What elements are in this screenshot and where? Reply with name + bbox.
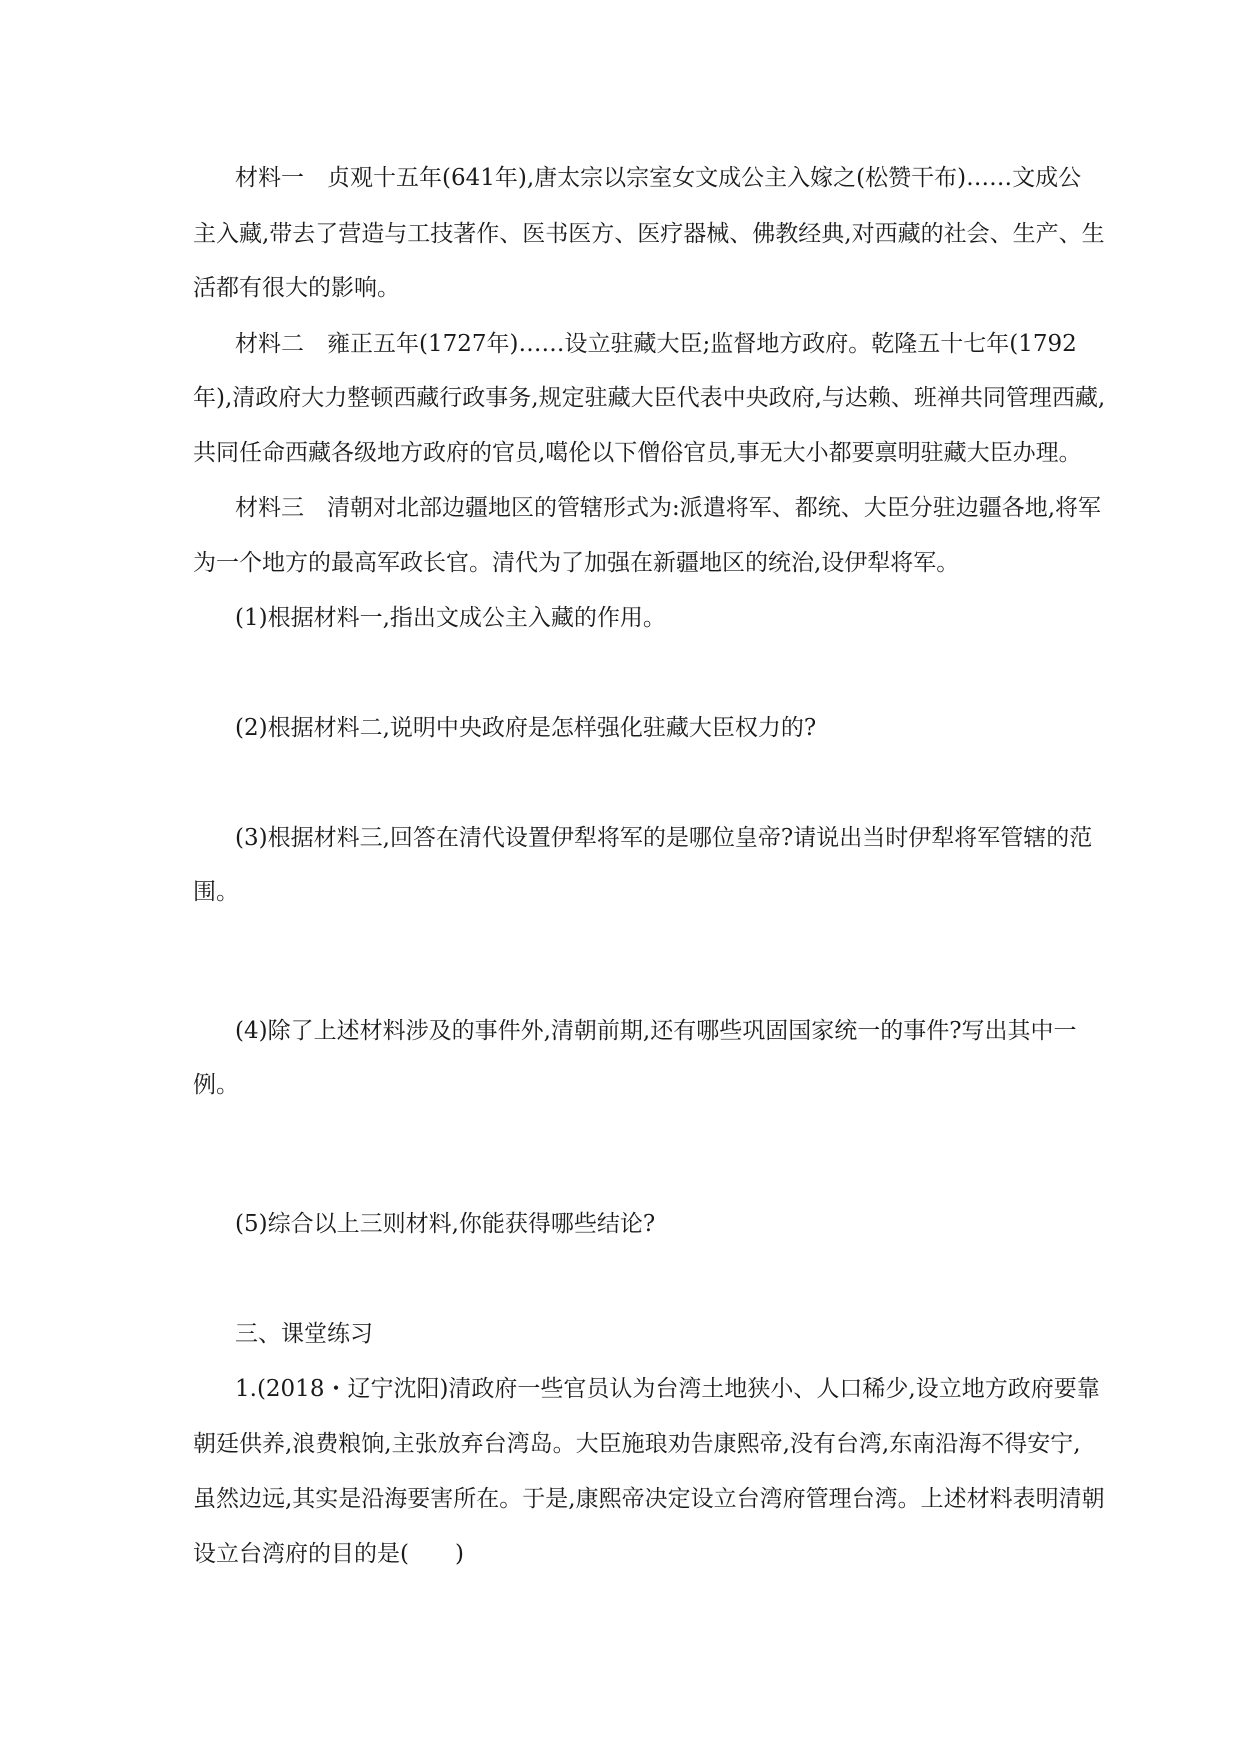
question-4-line-1: (4)除了上述材料涉及的事件外,清朝前期,还有哪些巩固国家统一的事件?写出其中一 [235,1018,1077,1044]
exercise-1-line-4: 设立台湾府的目的是( ) [193,1541,464,1567]
question-4-line-2: 例。 [193,1072,239,1098]
question-5: (5)综合以上三则材料,你能获得哪些结论? [235,1211,656,1237]
exercise-1-line-1: 1.(2018・辽宁沈阳)清政府一些官员认为台湾土地狭小、人口稀少,设立地方政府要靠 [235,1376,1100,1402]
exercise-1-line-3: 虽然边远,其实是沿海要害所在。于是,康熙帝决定设立台湾府管理台湾。上述材料表明清朝 [193,1486,1105,1512]
material-3-line-1: 材料三 清朝对北部边疆地区的管辖形式为:派遣将军、都统、大臣分驻边疆各地,将军 [235,495,1102,521]
question-1: (1)根据材料一,指出文成公主入藏的作用。 [235,605,666,631]
material-2-line-1: 材料二 雍正五年(1727年)……设立驻藏大臣;监督地方政府。乾隆五十七年(1792 [235,331,1077,357]
material-1-line-3: 活都有很大的影响。 [193,275,400,301]
material-1-line-1: 材料一 贞观十五年(641年),唐太宗以宗室女文成公主入嫁之(松赞干布)……文成公 [235,165,1082,191]
material-2-line-2: 年),清政府大力整顿西藏行政事务,规定驻藏大臣代表中央政府,与达赖、班禅共同管理西藏, [193,385,1106,411]
material-2-line-3: 共同任命西藏各级地方政府的官员,噶伦以下僧俗官员,事无大小都要禀明驻藏大臣办理。 [193,440,1082,466]
question-2: (2)根据材料二,说明中央政府是怎样强化驻藏大臣权力的? [235,715,817,741]
section-heading: 三、课堂练习 [235,1321,373,1347]
question-3-line-2: 围。 [193,879,239,905]
material-1-line-2: 主入藏,带去了营造与工技著作、医书医方、医疗器械、佛教经典,对西藏的社会、生产、生 [193,221,1105,247]
material-3-line-2: 为一个地方的最高军政长官。清代为了加强在新疆地区的统治,设伊犁将军。 [193,550,960,576]
question-3-line-1: (3)根据材料三,回答在清代设置伊犁将军的是哪位皇帝?请说出当时伊犁将军管辖的范 [235,825,1093,851]
exercise-1-line-2: 朝廷供养,浪费粮饷,主张放弃台湾岛。大臣施琅劝告康熙帝,没有台湾,东南沿海不得安宁, [193,1431,1081,1457]
